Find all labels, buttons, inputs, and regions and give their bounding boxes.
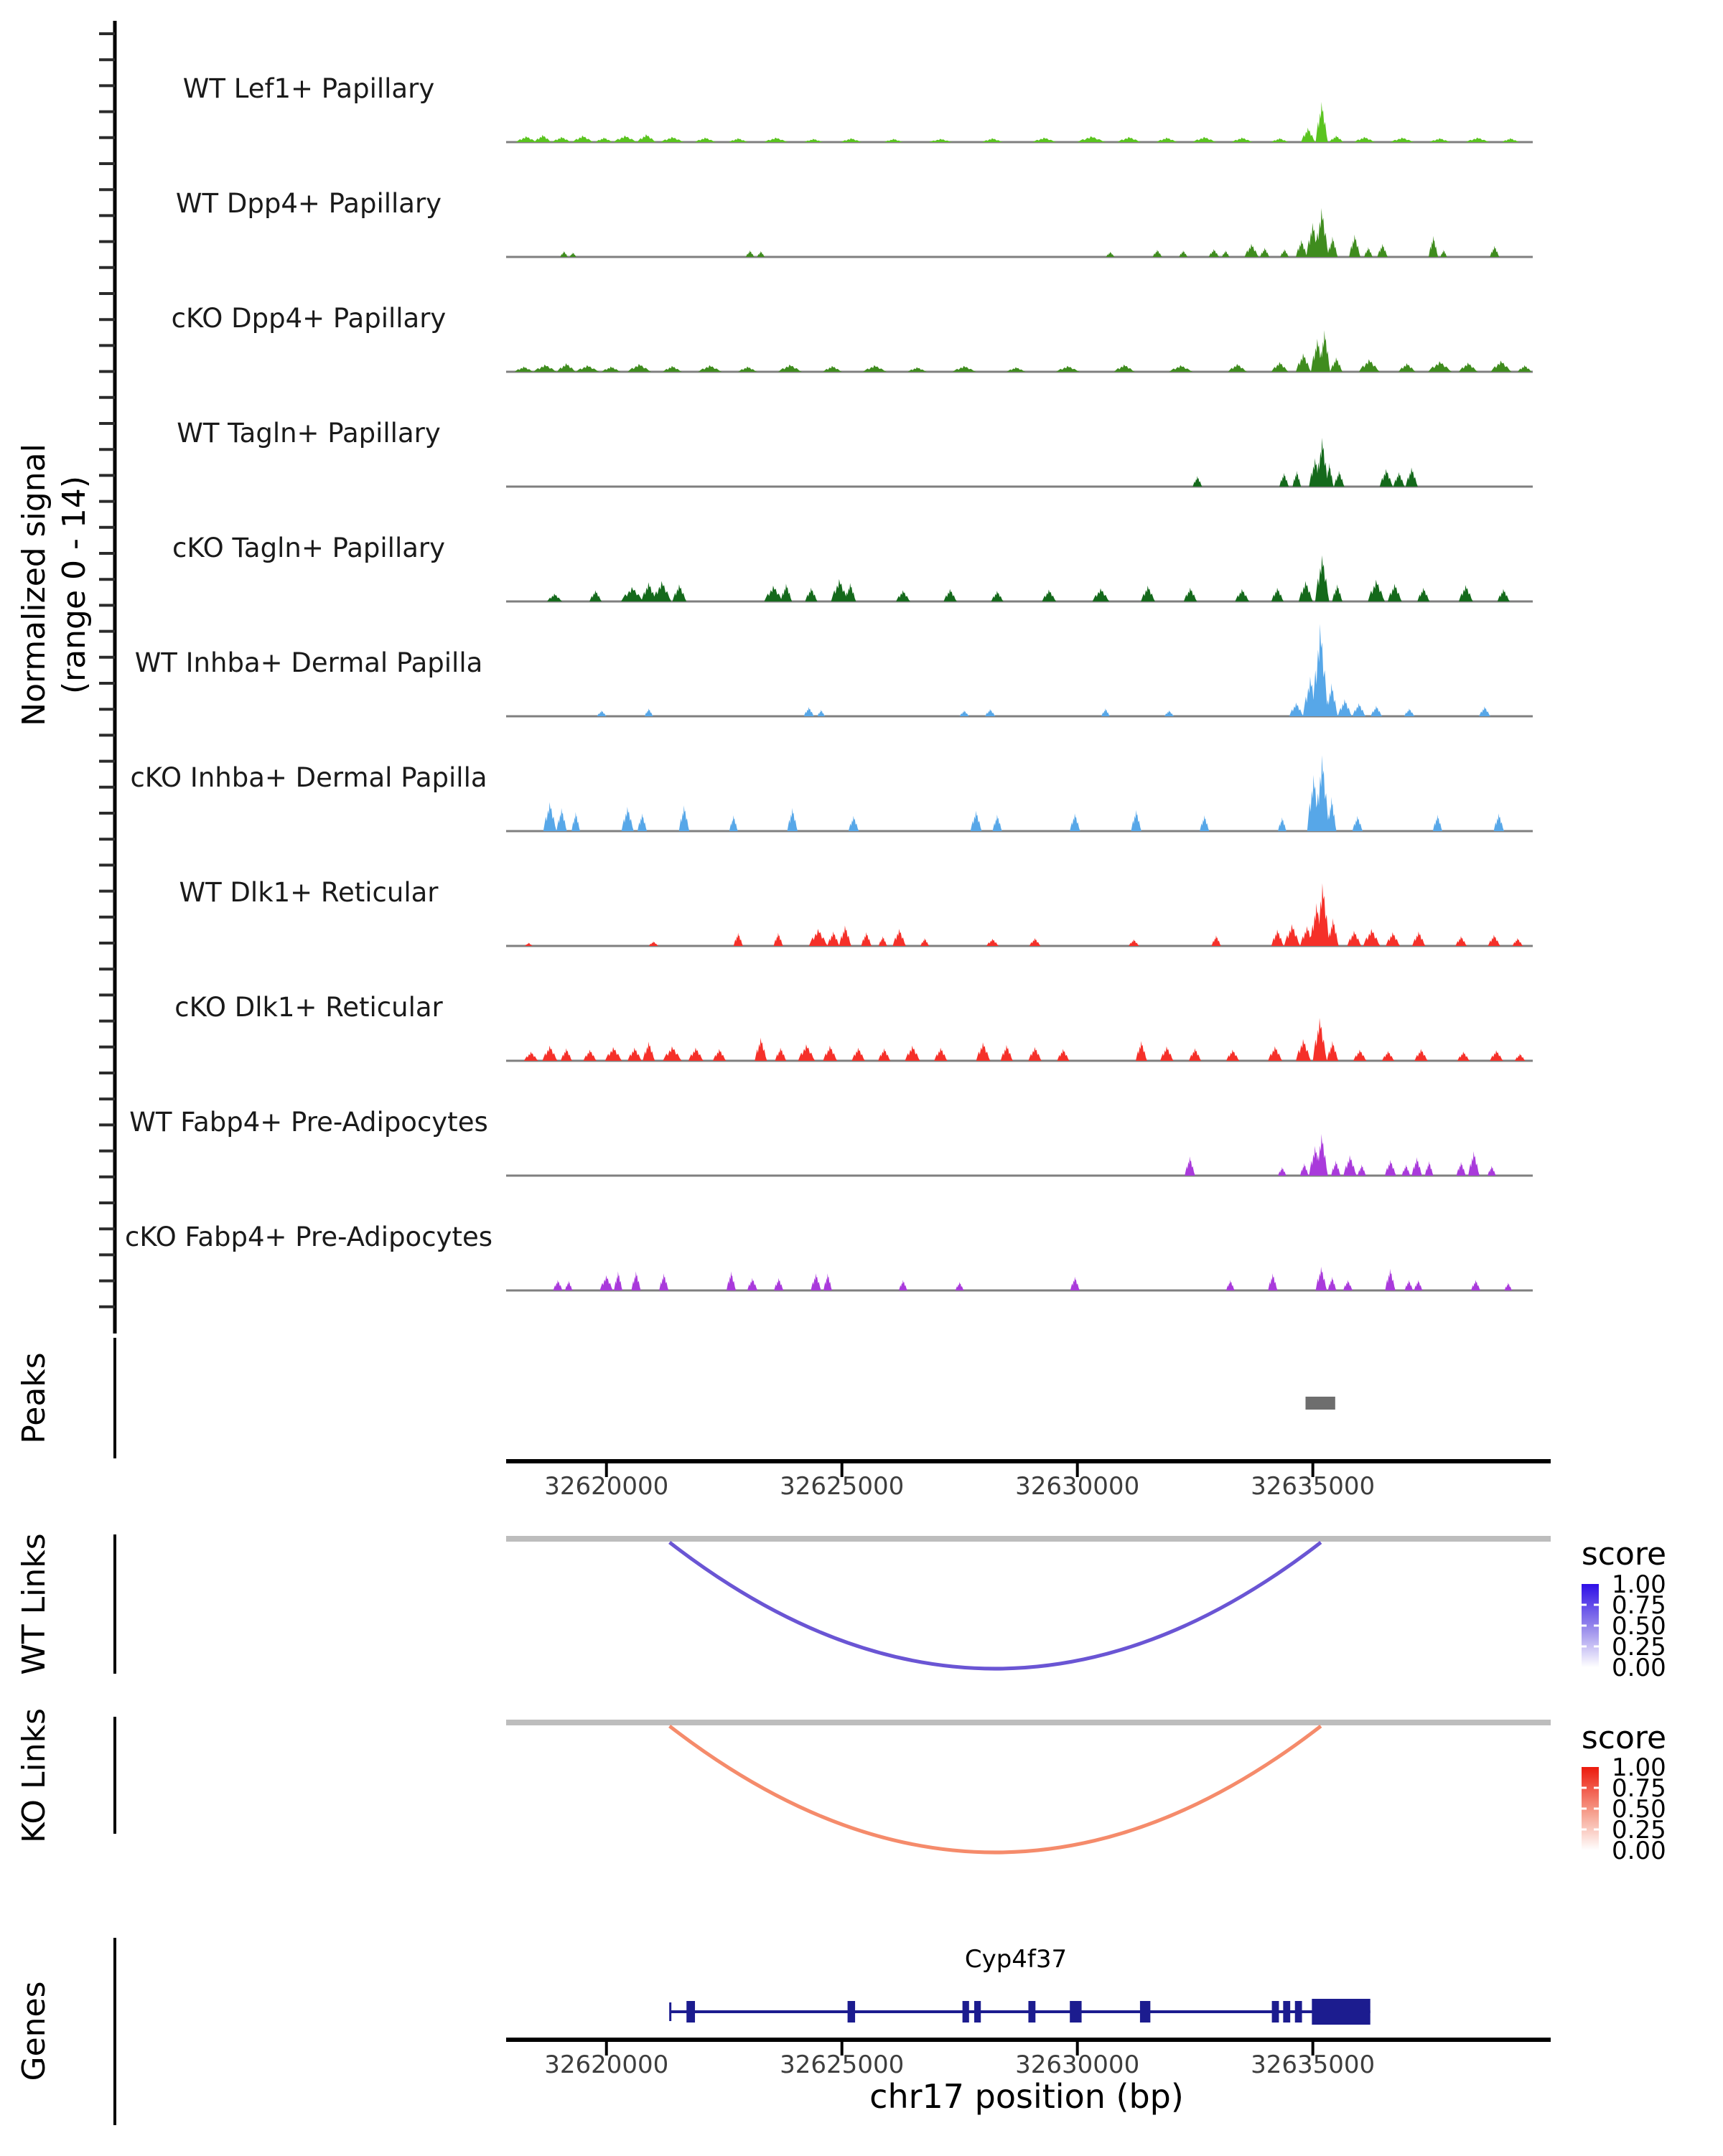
wt-score-legend-tick-label: 1.00 xyxy=(1612,1570,1666,1599)
ko-score-legend-title: score xyxy=(1581,1720,1667,1756)
section-label-genes: Genes xyxy=(16,1981,52,2081)
signal-track xyxy=(130,755,1533,831)
x-tick-label: 32620000 xyxy=(544,1472,669,1501)
x-tick-label: 32620000 xyxy=(544,2050,669,2079)
x-tick-label: 32635000 xyxy=(1251,2050,1376,2079)
track-signal-area xyxy=(543,755,1504,831)
x-tick-label: 32625000 xyxy=(780,1472,905,1501)
track-signal-area xyxy=(547,556,1510,601)
track-label: cKO Fabp4+ Pre-Adipocytes xyxy=(124,1222,493,1252)
section-label-wt-links: WT Links xyxy=(16,1533,52,1675)
track-signal-area xyxy=(597,624,1490,716)
gene-name-label: Cyp4f37 xyxy=(964,1945,1068,1974)
gene-exon xyxy=(1295,2001,1302,2023)
x-tick-label: 32630000 xyxy=(1015,2050,1140,2079)
signal-track xyxy=(125,1222,1533,1290)
gene-exon xyxy=(1070,2001,1081,2023)
y-axis-label-line1: Normalized signal xyxy=(16,444,52,726)
links-layer xyxy=(506,1539,1551,1852)
track-label: cKO Dpp4+ Papillary xyxy=(171,303,447,334)
track-label: WT Fabp4+ Pre-Adipocytes xyxy=(129,1107,488,1138)
peak-interval xyxy=(1305,1397,1335,1410)
gene-model-layer xyxy=(671,1999,1371,2025)
signal-track xyxy=(177,418,1533,487)
track-signal-area xyxy=(525,884,1523,946)
x-tick-label: 32630000 xyxy=(1015,1472,1140,1501)
signal-track xyxy=(129,1107,1533,1176)
track-signal-area xyxy=(560,208,1499,257)
track-label: WT Dlk1+ Reticular xyxy=(179,877,439,908)
ko-score-legend-tick-label: 1.00 xyxy=(1612,1753,1666,1782)
track-label: cKO Inhba+ Dermal Papilla xyxy=(130,762,487,793)
track-label: WT Inhba+ Dermal Papilla xyxy=(134,647,483,678)
gene-terminal-exon xyxy=(1312,1999,1370,2025)
ko-score-legend-tick-label: 0.25 xyxy=(1612,1816,1666,1845)
y-axis-label-line2: (range 0 - 14) xyxy=(56,475,93,695)
signal-track xyxy=(176,188,1533,257)
signal-tracks-layer xyxy=(125,73,1533,1290)
gene-exon xyxy=(974,2001,981,2023)
wt-score-legend-tick-label: 0.00 xyxy=(1612,1654,1666,1682)
track-signal-area xyxy=(554,1267,1513,1290)
track-signal-area xyxy=(1192,438,1418,487)
gene-exon xyxy=(848,2001,855,2023)
track-signal-area xyxy=(516,102,1519,142)
signal-track xyxy=(172,533,1533,601)
signal-track xyxy=(174,992,1533,1061)
ko-score-legend-tick-label: 0.00 xyxy=(1612,1837,1666,1865)
axes-layer xyxy=(99,21,1551,2125)
track-signal-area xyxy=(524,1018,1526,1061)
signal-track xyxy=(183,73,1533,142)
track-label: cKO Dlk1+ Reticular xyxy=(174,992,443,1023)
wt-score-legend-tick-label: 0.50 xyxy=(1612,1612,1666,1641)
section-label-peaks: Peaks xyxy=(16,1352,52,1444)
track-label: WT Tagln+ Papillary xyxy=(177,418,441,449)
wt-score-legend-title: score xyxy=(1581,1536,1667,1573)
wt-link-arc xyxy=(670,1542,1321,1669)
wt-score-legend-tick-label: 0.75 xyxy=(1612,1591,1666,1620)
gene-exon xyxy=(1283,2001,1290,2023)
track-signal-area xyxy=(1185,1134,1496,1176)
ko-score-legend-tick-label: 0.75 xyxy=(1612,1774,1666,1803)
ko-link-arc xyxy=(670,1726,1321,1852)
x-tick-label: 32625000 xyxy=(780,2050,905,2079)
peaks-layer xyxy=(1305,1397,1335,1410)
track-signal-area xyxy=(515,330,1532,372)
ko-score-legend-tick-label: 0.50 xyxy=(1612,1795,1666,1824)
signal-track xyxy=(135,624,1533,716)
score-legends-layer xyxy=(1582,1570,1666,1865)
track-label: cKO Tagln+ Papillary xyxy=(172,533,446,563)
gene-exon xyxy=(1140,2001,1150,2023)
gene-exon xyxy=(1272,2001,1279,2023)
wt-score-legend-tick-label: 0.25 xyxy=(1612,1633,1666,1661)
gene-exon xyxy=(1028,2001,1035,2023)
signal-track xyxy=(179,877,1533,946)
signal-track xyxy=(172,303,1533,372)
section-label-ko-links: KO Links xyxy=(16,1707,52,1844)
x-tick-label: 32635000 xyxy=(1251,1472,1376,1501)
gene-exon xyxy=(963,2001,969,2023)
x-axis-title: chr17 position (bp) xyxy=(869,2077,1184,2116)
track-label: WT Lef1+ Papillary xyxy=(182,73,435,104)
gene-exon xyxy=(686,2001,695,2023)
track-label: WT Dpp4+ Papillary xyxy=(175,188,442,219)
